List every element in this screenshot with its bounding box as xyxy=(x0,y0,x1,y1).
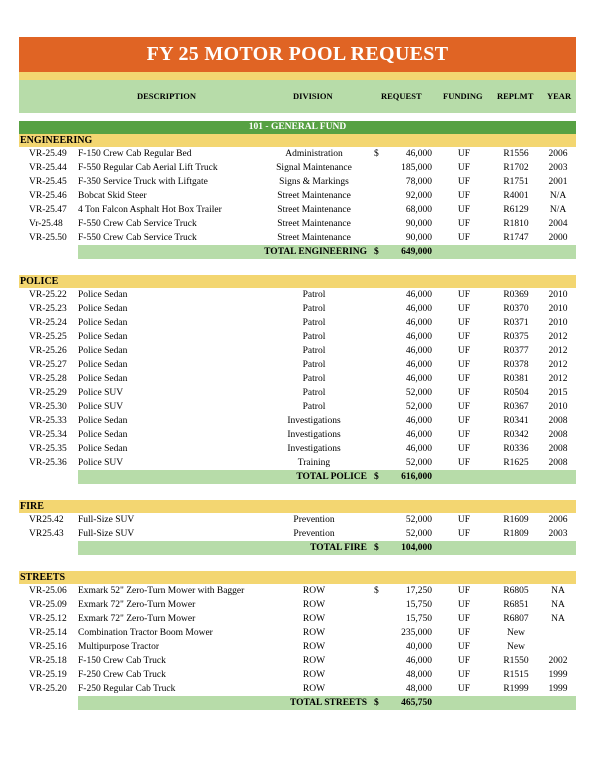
table-row xyxy=(19,527,576,541)
vehicle-description: Police SUV xyxy=(78,458,124,468)
vehicle-description: Police Sedan xyxy=(78,332,128,342)
vehicle-description: Exmark 72" Zero-Turn Mower xyxy=(78,614,196,624)
replacement-id: R1556 xyxy=(503,149,529,159)
funding-cell: UF xyxy=(457,444,471,454)
table-row xyxy=(19,386,576,400)
division-cell: Patrol xyxy=(302,360,326,370)
vehicle-description: Combination Tractor Boom Mower xyxy=(78,628,213,638)
funding-cell: UF xyxy=(457,205,471,215)
division-cell: Training xyxy=(297,458,331,468)
vehicle-description: Exmark 52" Zero-Turn Mower with Bagger xyxy=(78,586,245,596)
vehicle-description: Full-Size SUV xyxy=(78,529,135,539)
replacement-id: R4001 xyxy=(503,191,529,201)
vehicle-description: Multipurpose Tractor xyxy=(78,642,160,652)
request-amount: 46,000 xyxy=(405,304,432,314)
table-row xyxy=(19,175,576,189)
total-dollar-sign: $ xyxy=(374,698,379,708)
section-spacer xyxy=(19,259,576,275)
funding-cell: UF xyxy=(457,670,471,680)
funding-cell: UF xyxy=(457,614,471,624)
total-dollar-sign: $ xyxy=(374,247,379,257)
vehicle-id: VR-25.49 xyxy=(29,149,67,159)
vehicle-id: VR-25.25 xyxy=(29,332,67,342)
division-cell: Street Maintenance xyxy=(277,219,351,229)
division-cell: Prevention xyxy=(293,515,335,525)
header-replmt: REPLMT xyxy=(497,91,534,101)
year-cell: 2010 xyxy=(548,318,568,328)
division-cell: Signs & Markings xyxy=(279,177,349,187)
vehicle-description: Police Sedan xyxy=(78,304,128,314)
table-row xyxy=(19,513,576,527)
replacement-id: R6851 xyxy=(503,600,529,610)
year-cell: 2008 xyxy=(548,458,568,468)
division-cell: Patrol xyxy=(302,346,326,356)
request-amount: 92,000 xyxy=(405,191,432,201)
vehicle-id: VR-25.29 xyxy=(29,388,67,398)
replacement-id: R1609 xyxy=(503,515,529,525)
division-cell: Patrol xyxy=(302,304,326,314)
replacement-id: R0504 xyxy=(503,388,529,398)
vehicle-id: VR-25.34 xyxy=(29,430,67,440)
dollar-sign: $ xyxy=(374,586,379,596)
request-amount: 48,000 xyxy=(405,684,432,694)
funding-cell: UF xyxy=(457,684,471,694)
total-amount: 616,000 xyxy=(401,472,432,482)
table-row xyxy=(19,217,576,231)
request-amount: 46,000 xyxy=(405,149,432,159)
division-cell: Patrol xyxy=(302,290,326,300)
request-amount: 40,000 xyxy=(405,642,432,652)
vehicle-description: F-350 Service Truck with Liftgate xyxy=(78,177,208,187)
division-cell: ROW xyxy=(302,656,326,666)
year-cell: 2012 xyxy=(548,374,568,384)
vehicle-description: F-250 Crew Cab Truck xyxy=(78,670,166,680)
total-label: TOTAL POLICE xyxy=(296,472,367,482)
funding-cell: UF xyxy=(457,586,471,596)
replacement-id: R0336 xyxy=(503,444,529,454)
vehicle-id: VR-25.09 xyxy=(29,600,67,610)
vehicle-description: Full-Size SUV xyxy=(78,515,135,525)
replacement-id: R0377 xyxy=(503,346,529,356)
funding-cell: UF xyxy=(457,163,471,173)
request-amount: 78,000 xyxy=(405,177,432,187)
vehicle-description: F-150 Crew Cab Regular Bed xyxy=(78,149,192,159)
vehicle-id: VR-25.47 xyxy=(29,205,67,215)
request-amount: 17,250 xyxy=(405,586,432,596)
vehicle-id: VR-25.35 xyxy=(29,444,67,454)
year-cell: 2001 xyxy=(548,177,568,187)
funding-cell: UF xyxy=(457,642,471,652)
replacement-id: R1809 xyxy=(503,529,529,539)
request-amount: 46,000 xyxy=(405,318,432,328)
vehicle-description: Police Sedan xyxy=(78,290,128,300)
division-cell: ROW xyxy=(302,614,326,624)
funding-cell: UF xyxy=(457,360,471,370)
replacement-id: R0371 xyxy=(503,318,529,328)
division-cell: ROW xyxy=(302,586,326,596)
year-cell: 2003 xyxy=(548,529,568,539)
funding-cell: UF xyxy=(457,304,471,314)
vehicle-id: VR-25.26 xyxy=(29,346,67,356)
header-funding: FUNDING xyxy=(443,91,483,101)
table-row xyxy=(19,372,576,386)
table-row xyxy=(19,344,576,358)
vehicle-id: VR-25.06 xyxy=(29,586,67,596)
total-label: TOTAL ENGINEERING xyxy=(264,247,367,257)
year-cell: 2008 xyxy=(548,444,568,454)
vehicle-id: VR-25.28 xyxy=(29,374,67,384)
replacement-id: R1747 xyxy=(503,233,529,243)
sections-container xyxy=(19,134,576,710)
funding-cell: UF xyxy=(457,416,471,426)
section-spacer xyxy=(19,555,576,571)
request-amount: 185,000 xyxy=(401,163,432,173)
division-cell: Patrol xyxy=(302,332,326,342)
division-cell: Investigations xyxy=(287,444,341,454)
funding-cell: UF xyxy=(457,332,471,342)
vehicle-id: VR-25.23 xyxy=(29,304,67,314)
header-request: REQUEST xyxy=(381,91,422,101)
vehicle-description: F-550 Crew Cab Service Truck xyxy=(78,233,197,243)
vehicle-description: Police Sedan xyxy=(78,346,128,356)
year-cell: NA xyxy=(551,586,565,596)
vehicle-description: F-250 Regular Cab Truck xyxy=(78,684,176,694)
motor-pool-sheet xyxy=(19,37,576,710)
vehicle-description: Police Sedan xyxy=(78,416,128,426)
replacement-id: R0381 xyxy=(503,374,529,384)
funding-cell: UF xyxy=(457,600,471,610)
request-amount: 90,000 xyxy=(405,233,432,243)
funding-cell: UF xyxy=(457,402,471,412)
request-amount: 46,000 xyxy=(405,444,432,454)
title-accent-band xyxy=(19,72,576,80)
vehicle-description: Police Sedan xyxy=(78,430,128,440)
vehicle-id: VR-25.20 xyxy=(29,684,67,694)
request-amount: 68,000 xyxy=(405,205,432,215)
division-cell: ROW xyxy=(302,642,326,652)
year-cell: 2012 xyxy=(548,360,568,370)
request-amount: 46,000 xyxy=(405,430,432,440)
division-cell: Signal Maintenance xyxy=(276,163,352,173)
replacement-id: R0375 xyxy=(503,332,529,342)
year-cell: 2010 xyxy=(548,290,568,300)
replacement-id: R1810 xyxy=(503,219,529,229)
year-cell: 2010 xyxy=(548,304,568,314)
replacement-id: R6805 xyxy=(503,586,529,596)
funding-cell: UF xyxy=(457,318,471,328)
replacement-id: R0367 xyxy=(503,402,529,412)
year-cell: 1999 xyxy=(548,684,568,694)
funding-cell: UF xyxy=(457,529,471,539)
year-cell: 2012 xyxy=(548,332,568,342)
funding-cell: UF xyxy=(457,219,471,229)
replacement-id: R0342 xyxy=(503,430,529,440)
request-amount: 15,750 xyxy=(405,600,432,610)
request-amount: 90,000 xyxy=(405,219,432,229)
table-row xyxy=(19,316,576,330)
year-cell: 2002 xyxy=(548,656,568,666)
year-cell: 2006 xyxy=(548,149,568,159)
division-cell: ROW xyxy=(302,628,326,638)
vehicle-id: VR-25.44 xyxy=(29,163,67,173)
header-year: YEAR xyxy=(547,91,572,101)
section-total-row xyxy=(78,696,576,710)
funding-cell: UF xyxy=(457,374,471,384)
request-amount: 46,000 xyxy=(405,346,432,356)
replacement-id: R0378 xyxy=(503,360,529,370)
table-row xyxy=(19,189,576,203)
dollar-sign: $ xyxy=(374,149,379,159)
funding-cell: UF xyxy=(457,388,471,398)
request-amount: 46,000 xyxy=(405,416,432,426)
request-amount: 52,000 xyxy=(405,458,432,468)
request-amount: 46,000 xyxy=(405,360,432,370)
table-row xyxy=(19,161,576,175)
funding-cell: UF xyxy=(457,458,471,468)
total-label: TOTAL FIRE xyxy=(310,543,367,553)
division-cell: Street Maintenance xyxy=(277,233,351,243)
division-cell: ROW xyxy=(302,684,326,694)
request-amount: 52,000 xyxy=(405,529,432,539)
vehicle-description: 4 Ton Falcon Asphalt Hot Box Trailer xyxy=(78,205,222,215)
vehicle-id: VR-25.27 xyxy=(29,360,67,370)
vehicle-description: Exmark 72" Zero-Turn Mower xyxy=(78,600,196,610)
table-row xyxy=(19,598,576,612)
division-cell: Investigations xyxy=(287,416,341,426)
replacement-id: R6129 xyxy=(503,205,529,215)
request-amount: 48,000 xyxy=(405,670,432,680)
table-row xyxy=(19,330,576,344)
request-amount: 46,000 xyxy=(405,290,432,300)
division-cell: Patrol xyxy=(302,318,326,328)
vehicle-description: Bobcat Skid Steer xyxy=(78,191,147,201)
funding-cell: UF xyxy=(457,656,471,666)
vehicle-description: F-150 Crew Cab Truck xyxy=(78,656,166,666)
total-dollar-sign: $ xyxy=(374,472,379,482)
vehicle-id: VR-25.19 xyxy=(29,670,67,680)
division-cell: Patrol xyxy=(302,374,326,384)
year-cell: 2000 xyxy=(548,233,568,243)
funding-cell: UF xyxy=(457,191,471,201)
year-cell: 2015 xyxy=(548,388,568,398)
request-amount: 15,750 xyxy=(405,614,432,624)
funding-cell: UF xyxy=(457,233,471,243)
vehicle-id: VR-25.50 xyxy=(29,233,67,243)
division-cell: Street Maintenance xyxy=(277,205,351,215)
division-cell: Patrol xyxy=(302,402,326,412)
year-cell: NA xyxy=(551,614,565,624)
request-amount: 52,000 xyxy=(405,515,432,525)
table-row xyxy=(19,147,576,161)
table-row xyxy=(19,203,576,217)
vehicle-description: Police SUV xyxy=(78,388,124,398)
replacement-id: R0369 xyxy=(503,290,529,300)
replacement-id: New xyxy=(507,628,525,638)
vehicle-description: F-550 Crew Cab Service Truck xyxy=(78,219,197,229)
table-row xyxy=(19,302,576,316)
funding-cell: UF xyxy=(457,628,471,638)
vehicle-id: VR-25.16 xyxy=(29,642,67,652)
vehicle-id: VR-25.30 xyxy=(29,402,67,412)
header-division: DIVISION xyxy=(293,91,333,101)
funding-cell: UF xyxy=(457,290,471,300)
table-row xyxy=(19,231,576,245)
replacement-id: R1999 xyxy=(503,684,529,694)
table-row xyxy=(19,654,576,668)
replacement-id: New xyxy=(507,642,525,652)
table-row xyxy=(19,640,576,654)
vehicle-id: VR25.42 xyxy=(29,515,64,525)
section-total-row xyxy=(78,245,576,259)
year-cell: 2004 xyxy=(548,219,568,229)
replacement-id: R1515 xyxy=(503,670,529,680)
section-spacer xyxy=(19,484,576,500)
year-cell: 2003 xyxy=(548,163,568,173)
header-description: DESCRIPTION xyxy=(137,91,197,101)
section-title: FIRE xyxy=(19,500,576,513)
replacement-id: R1625 xyxy=(503,458,529,468)
vehicle-id: VR-25.45 xyxy=(29,177,67,187)
division-cell: ROW xyxy=(302,670,326,680)
funding-cell: UF xyxy=(457,346,471,356)
vehicle-description: Police Sedan xyxy=(78,374,128,384)
year-cell: N/A xyxy=(549,191,567,201)
table-row xyxy=(19,288,576,302)
table-row xyxy=(19,584,576,598)
section-total-row xyxy=(78,541,576,555)
table-row xyxy=(19,358,576,372)
division-cell: Administration xyxy=(285,149,343,159)
replacement-id: R1702 xyxy=(503,163,529,173)
division-cell: Prevention xyxy=(293,529,335,539)
total-label: TOTAL STREETS xyxy=(289,698,367,708)
division-cell: ROW xyxy=(302,600,326,610)
section-title: ENGINEERING xyxy=(19,134,576,147)
year-cell: 2008 xyxy=(548,416,568,426)
table-row xyxy=(19,456,576,470)
table-row xyxy=(19,626,576,640)
fund-banner: 101 - GENERAL FUND xyxy=(19,121,576,134)
replacement-id: R0341 xyxy=(503,416,529,426)
section-title: STREETS xyxy=(19,571,576,584)
total-dollar-sign: $ xyxy=(374,543,379,553)
vehicle-id: VR-25.46 xyxy=(29,191,67,201)
funding-cell: UF xyxy=(457,177,471,187)
table-row xyxy=(19,612,576,626)
total-amount: 465,750 xyxy=(401,698,432,708)
vehicle-description: Police Sedan xyxy=(78,318,128,328)
vehicle-description: F-550 Regular Cab Aerial Lift Truck xyxy=(78,163,218,173)
page-title: FY 25 MOTOR POOL REQUEST xyxy=(19,37,576,72)
request-amount: 52,000 xyxy=(405,402,432,412)
table-row xyxy=(19,414,576,428)
vehicle-description: Police Sedan xyxy=(78,360,128,370)
funding-cell: UF xyxy=(457,149,471,159)
request-amount: 52,000 xyxy=(405,388,432,398)
funding-cell: UF xyxy=(457,515,471,525)
funding-cell: UF xyxy=(457,430,471,440)
year-cell: 2006 xyxy=(548,515,568,525)
table-row xyxy=(19,400,576,414)
request-amount: 46,000 xyxy=(405,656,432,666)
table-row xyxy=(19,668,576,682)
replacement-id: R1751 xyxy=(503,177,529,187)
total-amount: 649,000 xyxy=(401,247,432,257)
vehicle-description: Police Sedan xyxy=(78,444,128,454)
section-title: POLICE xyxy=(19,275,576,288)
vehicle-id: VR25.43 xyxy=(29,529,64,539)
vehicle-id: VR-25.12 xyxy=(29,614,67,624)
year-cell: 2010 xyxy=(548,402,568,412)
vehicle-id: VR-25.18 xyxy=(29,656,67,666)
vehicle-id: VR-25.33 xyxy=(29,416,67,426)
division-cell: Street Maintenance xyxy=(277,191,351,201)
vehicle-description: Police SUV xyxy=(78,402,124,412)
table-row xyxy=(19,682,576,696)
replacement-id: R1550 xyxy=(503,656,529,666)
vehicle-id: VR-25.14 xyxy=(29,628,67,638)
column-header-row xyxy=(19,80,576,113)
table-row xyxy=(19,428,576,442)
year-cell: 2012 xyxy=(548,346,568,356)
vehicle-id: VR-25.36 xyxy=(29,458,67,468)
vehicle-id: VR-25.22 xyxy=(29,290,67,300)
table-row xyxy=(19,442,576,456)
vehicle-id: Vr-25.48 xyxy=(29,219,63,229)
year-cell: NA xyxy=(551,600,565,610)
division-cell: Investigations xyxy=(287,430,341,440)
vehicle-id: VR-25.24 xyxy=(29,318,67,328)
year-cell: 2008 xyxy=(548,430,568,440)
replacement-id: R6807 xyxy=(503,614,529,624)
replacement-id: R0370 xyxy=(503,304,529,314)
year-cell: N/A xyxy=(549,205,567,215)
year-cell: 1999 xyxy=(548,670,568,680)
division-cell: Patrol xyxy=(302,388,326,398)
section-total-row xyxy=(78,470,576,484)
request-amount: 46,000 xyxy=(405,374,432,384)
request-amount: 46,000 xyxy=(405,332,432,342)
request-amount: 235,000 xyxy=(401,628,432,638)
total-amount: 104,000 xyxy=(401,543,432,553)
